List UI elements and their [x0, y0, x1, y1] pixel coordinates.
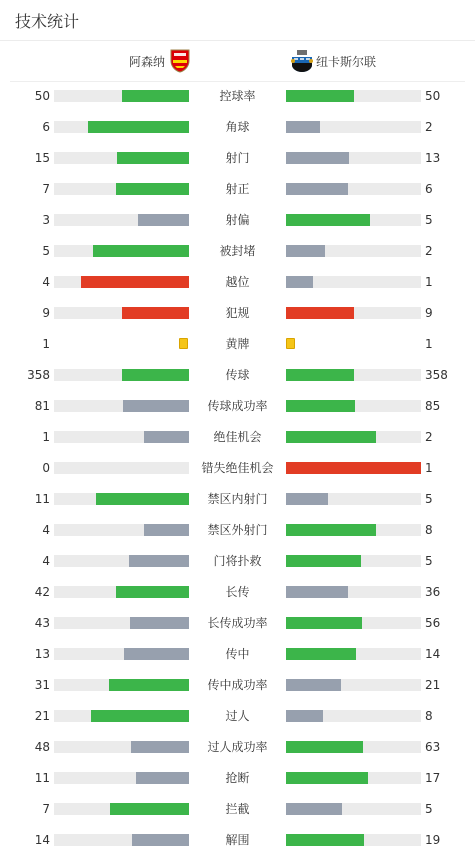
home-value: 1 — [42, 430, 50, 444]
away-bar-track — [286, 214, 421, 226]
stat-label: 越位 — [225, 275, 250, 289]
home-value: 48 — [34, 740, 50, 754]
home-bar-track — [54, 710, 189, 722]
newcastle-crest-icon — [290, 49, 312, 73]
home-value: 1 — [42, 337, 50, 351]
home-bar-track — [54, 214, 189, 226]
away-bar-track — [286, 679, 421, 691]
stat-label: 角球 — [225, 120, 250, 134]
stat-label: 犯规 — [225, 306, 250, 320]
home-bar-fill — [131, 741, 189, 753]
away-bar-track — [286, 462, 421, 474]
home-bar-track — [54, 524, 189, 536]
stat-row — [0, 236, 475, 267]
home-bar-track — [54, 307, 189, 319]
away-value: 8 — [425, 709, 433, 723]
home-value: 42 — [34, 585, 50, 599]
stat-label: 控球率 — [219, 89, 256, 103]
away-team-name: 纽卡斯尔联 — [316, 54, 377, 69]
stat-row — [0, 422, 475, 453]
stat-row — [0, 205, 475, 236]
home-bar-track — [54, 803, 189, 815]
home-bar-track — [54, 648, 189, 660]
away-value: 85 — [425, 399, 441, 413]
away-bar-fill — [286, 152, 349, 164]
away-bar-track — [286, 90, 421, 102]
arsenal-crest-icon — [169, 49, 191, 73]
away-bar-track — [286, 710, 421, 722]
away-bar-track — [286, 834, 421, 846]
stat-label: 传中成功率 — [207, 678, 268, 692]
home-bar-fill — [93, 245, 189, 257]
home-value: 11 — [34, 492, 50, 506]
away-bar-track — [286, 803, 421, 815]
away-bar-fill — [286, 524, 376, 536]
away-bar-fill — [286, 400, 355, 412]
home-bar-track — [54, 152, 189, 164]
stat-label: 过人 — [225, 709, 250, 723]
stat-label: 过人成功率 — [207, 740, 268, 754]
home-value: 9 — [42, 306, 50, 320]
home-bar-track — [54, 741, 189, 753]
away-bar-fill — [286, 617, 362, 629]
home-bar-fill — [116, 586, 189, 598]
away-bar-fill — [286, 679, 341, 691]
away-bar-track — [286, 493, 421, 505]
stat-label: 射正 — [225, 182, 250, 196]
yellow-card-icon — [286, 338, 295, 349]
away-team[interactable] — [290, 49, 380, 73]
home-bar-fill — [136, 772, 189, 784]
away-bar-track — [286, 400, 421, 412]
stat-row — [0, 360, 475, 391]
stat-label: 禁区内射门 — [207, 492, 268, 506]
home-value: 14 — [34, 833, 50, 847]
away-value: 13 — [425, 151, 441, 165]
stat-row — [0, 670, 475, 701]
stat-row — [0, 825, 475, 856]
stat-row — [0, 763, 475, 794]
stat-label: 长传 — [225, 585, 250, 599]
home-bar-fill — [117, 152, 189, 164]
away-bar-fill — [286, 276, 313, 288]
away-value: 63 — [425, 740, 441, 754]
away-bar-fill — [286, 431, 376, 443]
away-bar-track — [286, 555, 421, 567]
away-bar-fill — [286, 803, 342, 815]
home-value: 43 — [34, 616, 50, 630]
stat-row — [0, 577, 475, 608]
home-bar-fill — [122, 90, 190, 102]
home-team[interactable] — [125, 49, 191, 73]
home-bar-fill — [116, 183, 189, 195]
away-bar-track — [286, 307, 421, 319]
stat-label: 传中 — [225, 647, 250, 661]
away-value: 5 — [425, 213, 433, 227]
away-value: 50 — [425, 89, 441, 103]
away-bar-track — [286, 245, 421, 257]
home-value: 13 — [34, 647, 50, 661]
home-bar-track — [54, 369, 189, 381]
home-bar-track — [54, 90, 189, 102]
away-bar-fill — [286, 772, 368, 784]
away-value: 14 — [425, 647, 441, 661]
stat-row — [0, 81, 475, 112]
home-value: 81 — [34, 399, 50, 413]
away-bar-track — [286, 586, 421, 598]
home-bar-fill — [109, 679, 189, 691]
away-bar-fill — [286, 834, 364, 846]
home-bar-fill — [122, 369, 190, 381]
away-bar-fill — [286, 741, 363, 753]
home-value: 31 — [34, 678, 50, 692]
home-value: 7 — [42, 802, 50, 816]
stat-label: 错失绝佳机会 — [201, 461, 274, 475]
home-bar-fill — [123, 400, 189, 412]
away-value: 5 — [425, 554, 433, 568]
away-bar-track — [286, 152, 421, 164]
home-bar-fill — [91, 710, 189, 722]
home-bar-track — [54, 121, 189, 133]
stat-row — [0, 329, 475, 360]
stat-row — [0, 515, 475, 546]
away-bar-fill — [286, 462, 421, 474]
away-bar-fill — [286, 648, 356, 660]
away-value: 1 — [425, 337, 433, 351]
away-value: 8 — [425, 523, 433, 537]
away-value: 1 — [425, 461, 433, 475]
stat-row — [0, 639, 475, 670]
home-bar-track — [54, 834, 189, 846]
stat-row — [0, 732, 475, 763]
away-value: 6 — [425, 182, 433, 196]
stat-label: 门将扑救 — [213, 554, 262, 568]
home-bar-track — [54, 245, 189, 257]
away-bar-fill — [286, 245, 325, 257]
stat-label: 拦截 — [225, 802, 250, 816]
home-bar-fill — [81, 276, 189, 288]
home-bar-track — [54, 276, 189, 288]
away-bar-fill — [286, 710, 323, 722]
home-bar-fill — [88, 121, 189, 133]
stat-label: 被封堵 — [219, 244, 256, 258]
home-value: 4 — [42, 554, 50, 568]
stat-label: 黄牌 — [225, 337, 250, 351]
away-bar-fill — [286, 214, 370, 226]
home-value: 15 — [34, 151, 50, 165]
yellow-card-icon — [179, 338, 188, 349]
home-value: 11 — [34, 771, 50, 785]
stat-label: 禁区外射门 — [207, 523, 268, 537]
home-bar-track — [54, 555, 189, 567]
away-bar-track — [286, 276, 421, 288]
home-value: 4 — [42, 275, 50, 289]
away-value: 19 — [425, 833, 441, 847]
stat-row — [0, 174, 475, 205]
away-value: 5 — [425, 492, 433, 506]
home-bar-fill — [130, 617, 189, 629]
home-value: 5 — [42, 244, 50, 258]
home-bar-track — [54, 493, 189, 505]
stat-row — [0, 794, 475, 825]
page-title: 技术统计 — [15, 12, 80, 31]
home-bar-track — [54, 679, 189, 691]
home-bar-fill — [138, 214, 189, 226]
away-bar-fill — [286, 369, 354, 381]
stat-row — [0, 298, 475, 329]
away-bar-track — [286, 741, 421, 753]
away-value: 2 — [425, 120, 433, 134]
away-value: 36 — [425, 585, 441, 599]
stat-row — [0, 143, 475, 174]
away-value: 56 — [425, 616, 441, 630]
away-bar-track — [286, 183, 421, 195]
away-value: 358 — [425, 368, 448, 382]
away-bar-track — [286, 772, 421, 784]
away-bar-track — [286, 431, 421, 443]
home-bar-track — [54, 772, 189, 784]
home-value: 4 — [42, 523, 50, 537]
stat-row — [0, 546, 475, 577]
away-value: 9 — [425, 306, 433, 320]
stat-row — [0, 112, 475, 143]
stat-label: 解围 — [225, 833, 250, 847]
home-bar-fill — [110, 803, 189, 815]
home-bar-fill — [144, 524, 189, 536]
home-value: 358 — [27, 368, 50, 382]
away-bar-fill — [286, 586, 348, 598]
home-value: 21 — [34, 709, 50, 723]
home-team-name: 阿森纳 — [129, 54, 166, 69]
stat-row — [0, 484, 475, 515]
stat-label: 传球 — [225, 368, 250, 382]
home-bar-fill — [132, 834, 189, 846]
home-bar-fill — [144, 431, 189, 443]
stat-row — [0, 391, 475, 422]
home-bar-track — [54, 462, 189, 474]
away-value: 17 — [425, 771, 441, 785]
home-value: 50 — [34, 89, 50, 103]
away-value: 1 — [425, 275, 433, 289]
stat-label: 射门 — [225, 151, 250, 165]
stat-label: 传球成功率 — [207, 399, 268, 413]
away-value: 21 — [425, 678, 441, 692]
home-bar-track — [54, 586, 189, 598]
away-bar-track — [286, 524, 421, 536]
stat-row — [0, 453, 475, 484]
home-value: 6 — [42, 120, 50, 134]
stat-label: 长传成功率 — [207, 616, 268, 630]
home-bar-fill — [129, 555, 189, 567]
stat-label: 绝佳机会 — [213, 430, 262, 444]
stat-label: 抢断 — [225, 771, 250, 785]
home-bar-track — [54, 400, 189, 412]
away-bar-fill — [286, 121, 320, 133]
away-bar-track — [286, 617, 421, 629]
away-bar-fill — [286, 493, 328, 505]
home-bar-track — [54, 183, 189, 195]
away-value: 5 — [425, 802, 433, 816]
stat-row — [0, 267, 475, 298]
home-value: 0 — [42, 461, 50, 475]
home-value: 3 — [42, 213, 50, 227]
home-bar-track — [54, 431, 189, 443]
home-bar-fill — [122, 307, 190, 319]
away-value: 2 — [425, 244, 433, 258]
home-bar-fill — [96, 493, 189, 505]
away-value: 2 — [425, 430, 433, 444]
home-bar-fill — [124, 648, 189, 660]
away-bar-fill — [286, 183, 348, 195]
away-bar-track — [286, 121, 421, 133]
stat-row — [0, 608, 475, 639]
home-bar-track — [54, 617, 189, 629]
away-bar-fill — [286, 555, 361, 567]
away-bar-track — [286, 369, 421, 381]
away-bar-fill — [286, 307, 354, 319]
away-bar-fill — [286, 90, 354, 102]
stat-row — [0, 701, 475, 732]
page-header — [0, 0, 475, 41]
home-value: 7 — [42, 182, 50, 196]
stat-label: 射偏 — [225, 213, 250, 227]
team-header — [10, 41, 465, 82]
away-bar-track — [286, 648, 421, 660]
